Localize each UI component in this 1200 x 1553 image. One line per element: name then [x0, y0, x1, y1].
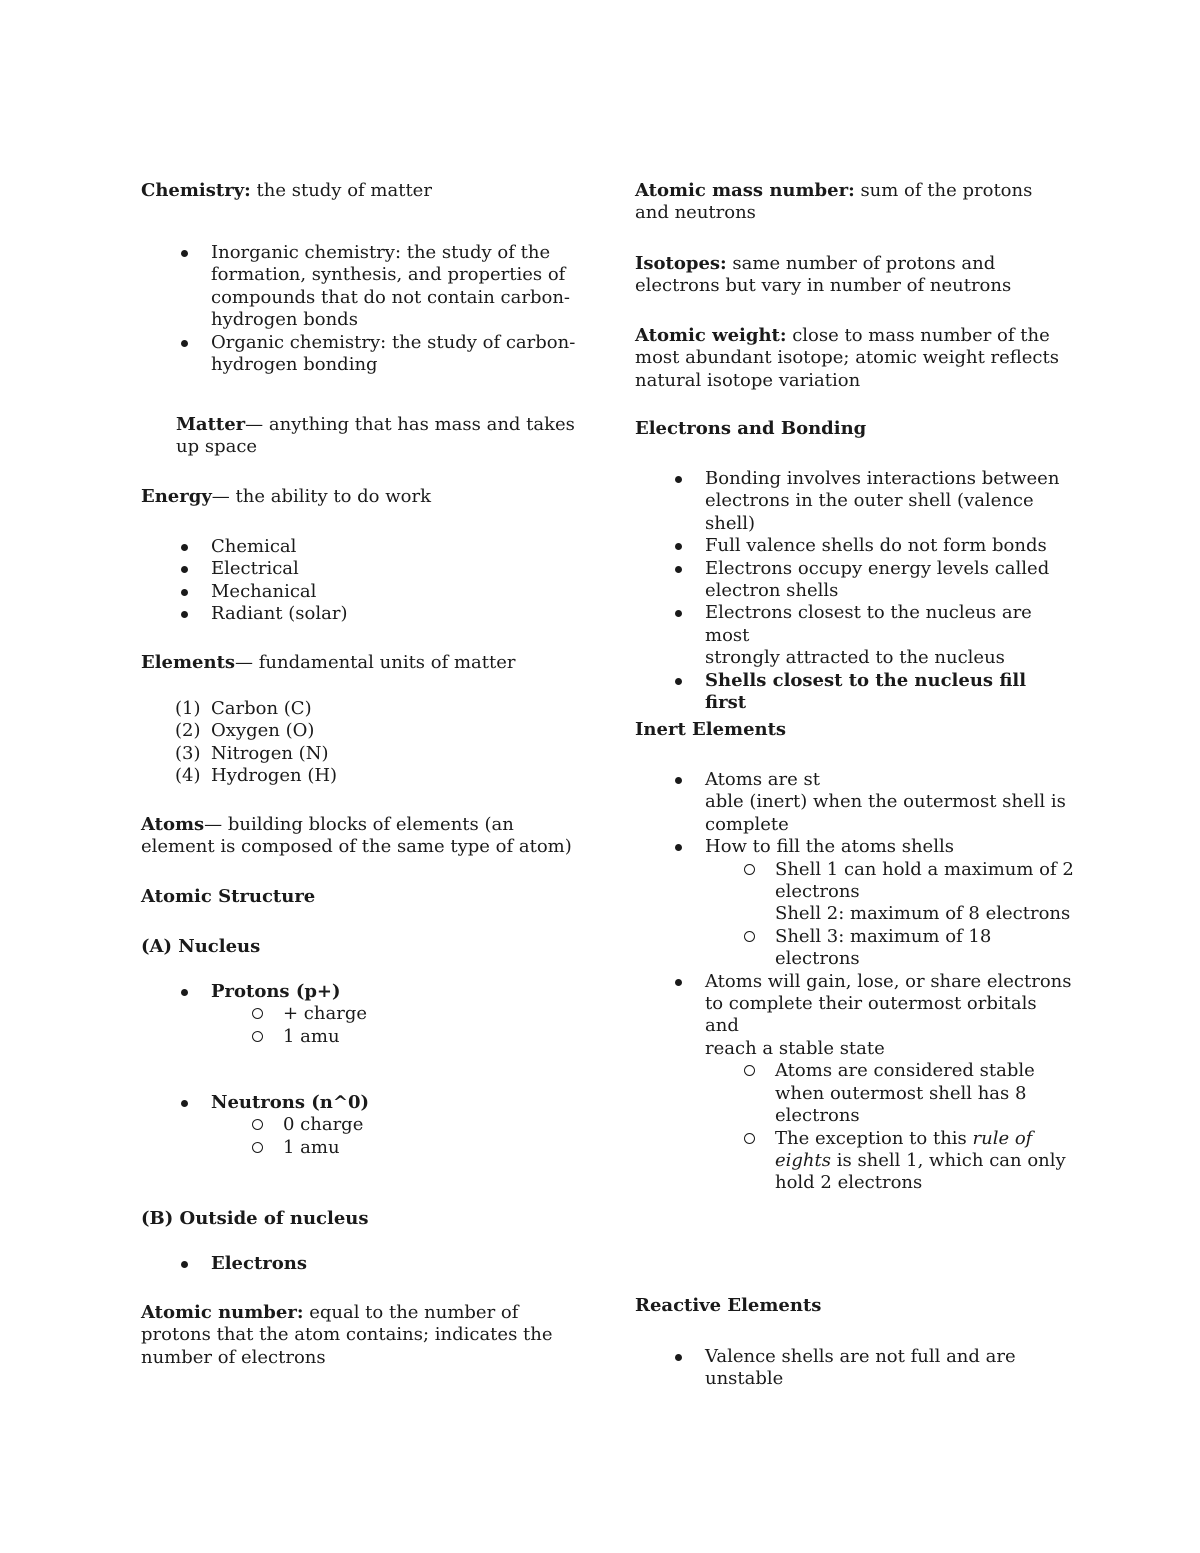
list-text: Oxygen (O) [211, 720, 315, 742]
list-item [775, 1128, 1075, 1195]
outside-nucleus-heading [141, 1208, 369, 1230]
left-column [141, 180, 581, 1380]
energy-def: — the ability to do work [211, 486, 431, 507]
text-span: The exception to this [775, 1127, 973, 1149]
list-item [705, 769, 1075, 836]
heading-text: Reactive Elements [635, 1295, 822, 1316]
list-item [775, 1060, 1075, 1127]
text-line: first [705, 692, 747, 714]
inert-heading [635, 719, 786, 741]
text-line: complete [705, 813, 789, 835]
atomic-weight-term: Atomic weight: [635, 325, 787, 346]
list-item [705, 535, 1075, 557]
list-item: Radiant (solar) [211, 603, 581, 625]
elements-definition [141, 652, 516, 674]
text-line: when outermost shell has 8 [775, 1082, 1027, 1104]
text-line: reach a stable state [705, 1037, 885, 1059]
inert-list [705, 769, 1075, 1195]
heading-text: Electrons and Bonding [635, 418, 867, 439]
text-line: Valence shells are not full and are [705, 1346, 1016, 1367]
chemistry-term: Chemistry: [141, 180, 251, 201]
list-item: 1 amu [283, 1026, 581, 1048]
list-item: 1 amu [283, 1137, 581, 1159]
atoms-definition [141, 814, 581, 859]
text-line: Atoms are considered stable [775, 1060, 1035, 1082]
atoms-term: Atoms [141, 814, 205, 835]
list-item [211, 981, 581, 1003]
list-item [175, 765, 581, 787]
text-line: electrons but vary in number of neutrons [635, 275, 1012, 297]
list-item [211, 242, 581, 332]
list-item: 0 charge [283, 1114, 581, 1136]
neutrons-label: Neutrons (n^0) [211, 1092, 370, 1113]
atomic-number-definition [141, 1302, 581, 1369]
text-line: Full valence shells do not form bonds [705, 535, 1047, 557]
text-line: Electrons occupy energy levels called [705, 557, 1050, 579]
list-item: How to fill the atoms shells [705, 836, 1075, 858]
list-item: Shell 2: maximum of 8 electrons [775, 903, 1071, 925]
bonding-heading [635, 418, 866, 440]
list-item [705, 670, 1075, 715]
list-text: Hydrogen (H) [211, 765, 338, 787]
text-line: to complete their outermost orbitals and [705, 993, 1037, 1037]
nucleus-heading [141, 936, 260, 958]
chemistry-def: the study of matter [250, 180, 432, 201]
text-line: Shell 3: maximum of 18 [775, 925, 992, 947]
bonding-list [705, 468, 1075, 714]
text-line: protons that the atom contains; indicates the [141, 1324, 553, 1346]
italic-term: eights [775, 1149, 831, 1171]
text-line: Shell 1 can hold a maximum of 2 [775, 858, 1074, 880]
list-number: (2) [175, 720, 201, 742]
energy-types [211, 536, 581, 626]
elements-list [175, 698, 581, 788]
list-number: (1) [175, 698, 201, 719]
atomic-weight-definition [635, 325, 1075, 392]
heading-text: (B) Outside of nucleus [141, 1208, 369, 1229]
text-line: number of electrons [141, 1346, 326, 1368]
text-line: Atoms are st [705, 769, 820, 790]
text-line: electrons [775, 881, 860, 903]
protons-label: Protons (p+) [211, 981, 341, 1002]
energy-term: Energy [141, 486, 212, 507]
energy-definition [141, 486, 431, 508]
text-line: able (inert) when the outermost shell is [705, 791, 1066, 813]
text-line: element is composed of the same type of atom) [141, 836, 572, 858]
list-item [705, 971, 1075, 1061]
text-line: up space [176, 436, 258, 458]
heading-text: Inert Elements [635, 719, 787, 740]
text-line: shell) [705, 512, 756, 534]
elements-term: Elements [141, 652, 236, 673]
text-line: hold 2 electrons [775, 1172, 923, 1194]
list-item: Mechanical [211, 581, 581, 603]
list-text: Carbon (C) [211, 698, 312, 719]
mass-number-definition [635, 180, 1075, 225]
isotopes-def: same number of protons and [726, 253, 996, 274]
chemistry-branches [211, 242, 581, 376]
list-item [211, 1092, 581, 1114]
matter-term: Matter [176, 414, 246, 435]
list-item [211, 1253, 307, 1275]
matter-def: — anything that has mass and takes [245, 414, 575, 435]
text-line: strongly attracted to the nucleus [705, 647, 1005, 669]
list-number: (4) [175, 765, 201, 787]
list-item [211, 332, 581, 377]
text-line: and neutrons [635, 202, 756, 224]
right-column [635, 180, 1075, 1400]
text-line: electron shells [705, 580, 839, 602]
atomic-number-def: equal to the number of [303, 1302, 519, 1323]
text-line: electrons [775, 1105, 860, 1127]
matter-definition [176, 414, 581, 459]
text-line: formation, synthesis, and properties of [211, 264, 566, 286]
list-item [705, 1346, 1075, 1391]
text-line: Shells closest to the nucleus fill [705, 669, 1027, 691]
atomic-structure-heading [141, 886, 315, 908]
text-line: hydrogen bonds [211, 309, 358, 331]
isotopes-definition [635, 253, 1075, 298]
atomic-weight-def: close to mass number of the [786, 325, 1050, 346]
text-line: Inorganic chemistry: the study of the [211, 242, 551, 263]
list-item: Chemical [211, 536, 581, 558]
atoms-def: — building blocks of elements (an [204, 814, 514, 835]
text-line: Bonding involves interactions between [705, 468, 1060, 489]
text-line: Electrons closest to the nucleus are most [705, 602, 1032, 646]
text-line: most abundant isotope; atomic weight reflects [635, 347, 1059, 369]
elements-def: — fundamental units of matter [235, 652, 516, 673]
protons-block [211, 981, 581, 1048]
text-line: Atoms will gain, lose, or share electrons [705, 970, 1072, 992]
list-number: (3) [175, 742, 201, 764]
text-line: electrons in the outer shell (valence [705, 490, 1034, 512]
electrons-block [211, 1253, 307, 1275]
list-text: Nitrogen (N) [211, 742, 329, 764]
list-item [775, 859, 1075, 904]
mass-number-term: Atomic mass number: [635, 180, 855, 201]
reactive-heading [635, 1295, 821, 1317]
text-span: is shell 1, which can only [831, 1149, 1066, 1171]
italic-term: rule of [972, 1127, 1033, 1149]
list-item: + charge [283, 1003, 581, 1025]
list-item [705, 602, 1075, 669]
text-line: Organic chemistry: the study of carbon- [211, 331, 576, 353]
heading-text: (A) Nucleus [141, 936, 261, 957]
list-item [705, 558, 1075, 603]
text-line: electrons [775, 948, 860, 970]
text-line: unstable [705, 1368, 784, 1390]
list-item [705, 468, 1075, 535]
list-item [175, 720, 581, 742]
heading-text: Atomic Structure [141, 886, 316, 907]
reactive-list [705, 1346, 1075, 1391]
atomic-number-term: Atomic number: [141, 1302, 304, 1323]
chemistry-definition [141, 180, 432, 202]
text-line: hydrogen bonding [211, 354, 378, 376]
isotopes-term: Isotopes: [635, 253, 727, 274]
electrons-label: Electrons [211, 1253, 307, 1274]
text-line: compounds that do not contain carbon- [211, 286, 570, 308]
mass-number-def: sum of the protons [854, 180, 1033, 201]
list-item [175, 698, 581, 720]
neutrons-block [211, 1092, 581, 1159]
list-item: Electrical [211, 558, 581, 580]
list-item [775, 926, 1075, 971]
list-item [175, 742, 581, 765]
text-line: natural isotope variation [635, 369, 861, 391]
